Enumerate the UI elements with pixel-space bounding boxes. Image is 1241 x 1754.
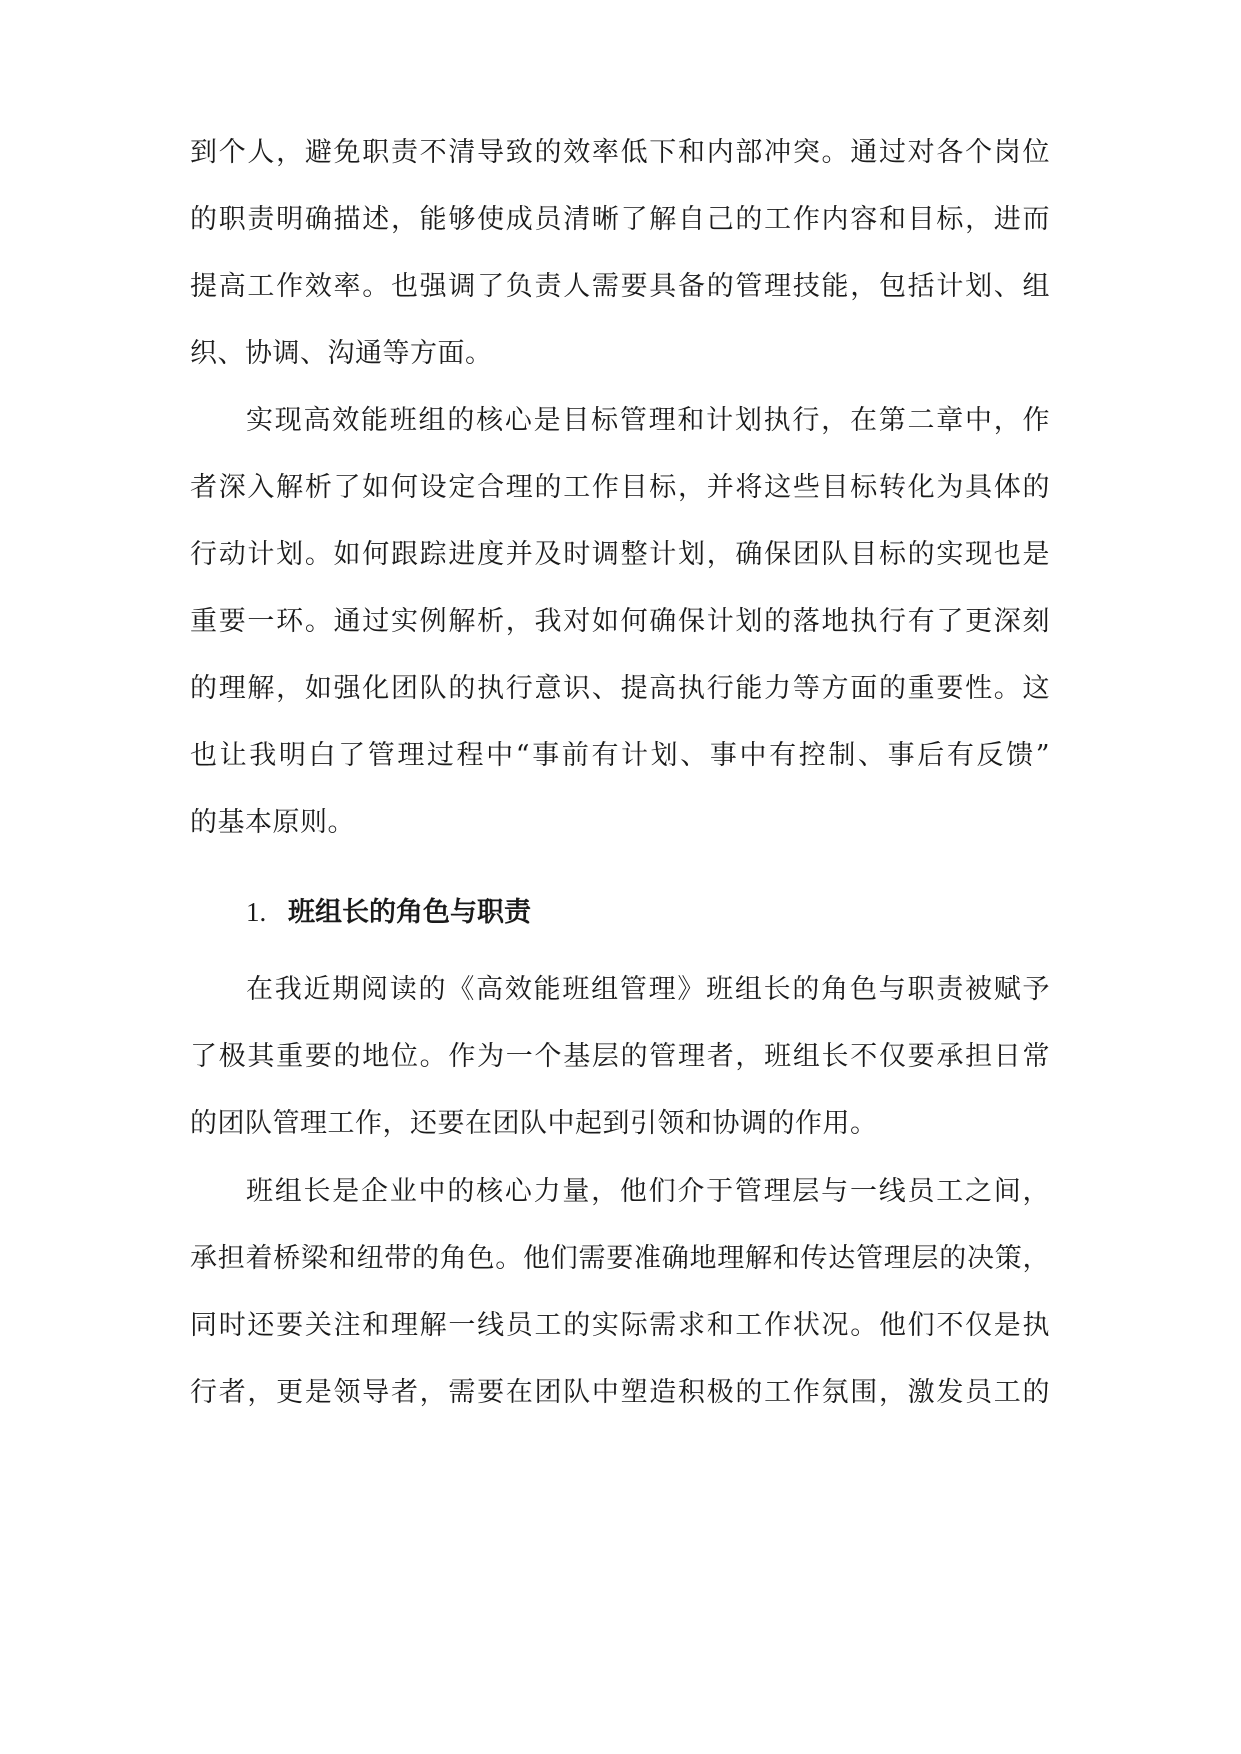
- paragraph-1-line-1: 到个人，避免职责不清导致的效率低下和内部冲突。通过对各个岗位: [190, 137, 1050, 168]
- paragraph-2-line-1: 实现高效能班组的核心是目标管理和计划执行，在第二章中，作: [246, 405, 1050, 436]
- paragraph-1-line-3: 提高工作效率。也强调了负责人需要具备的管理技能，包括计划、组: [190, 271, 1050, 302]
- paragraph-3-line-2: 了极其重要的地位。作为一个基层的管理者，班组长不仅要承担日常: [190, 1041, 1050, 1072]
- paragraph-1-line-4: 织、协调、沟通等方面。: [190, 338, 493, 369]
- paragraph-2-line-7: 的基本原则。: [190, 807, 355, 838]
- paragraph-2-line-3: 行动计划。如何跟踪进度并及时调整计划，确保团队目标的实现也是: [190, 539, 1050, 570]
- paragraph-2-line-6: 也让我明白了管理过程中“事前有计划、事中有控制、事后有反馈”: [190, 740, 1050, 771]
- section-heading-number: 1.: [246, 897, 267, 927]
- paragraph-4-line-4: 行者，更是领导者，需要在团队中塑造积极的工作氛围，激发员工的: [190, 1377, 1050, 1408]
- paragraph-4-line-3: 同时还要关注和理解一线员工的实际需求和工作状况。他们不仅是执: [190, 1310, 1050, 1341]
- paragraph-2-line-5: 的理解，如强化团队的执行意识、提高执行能力等方面的重要性。这: [190, 673, 1050, 704]
- paragraph-1-line-2: 的职责明确描述，能够使成员清晰了解自己的工作内容和目标，进而: [190, 204, 1050, 235]
- paragraph-4-line-2: 承担着桥梁和纽带的角色。他们需要准确地理解和传达管理层的决策，: [190, 1243, 1050, 1274]
- section-heading: [246, 892, 531, 932]
- paragraph-3-line-1: 在我近期阅读的《高效能班组管理》班组长的角色与职责被赋予: [246, 974, 1050, 1005]
- paragraph-3-line-3: 的团队管理工作，还要在团队中起到引领和协调的作用。: [190, 1108, 878, 1139]
- paragraph-4-line-1: 班组长是企业中的核心力量，他们介于管理层与一线员工之间，: [246, 1176, 1050, 1207]
- section-heading-title: 班组长的角色与职责: [288, 897, 531, 928]
- paragraph-2-line-2: 者深入解析了如何设定合理的工作目标，并将这些目标转化为具体的: [190, 472, 1050, 503]
- paragraph-2-line-4: 重要一环。通过实例解析，我对如何确保计划的落地执行有了更深刻: [190, 606, 1050, 637]
